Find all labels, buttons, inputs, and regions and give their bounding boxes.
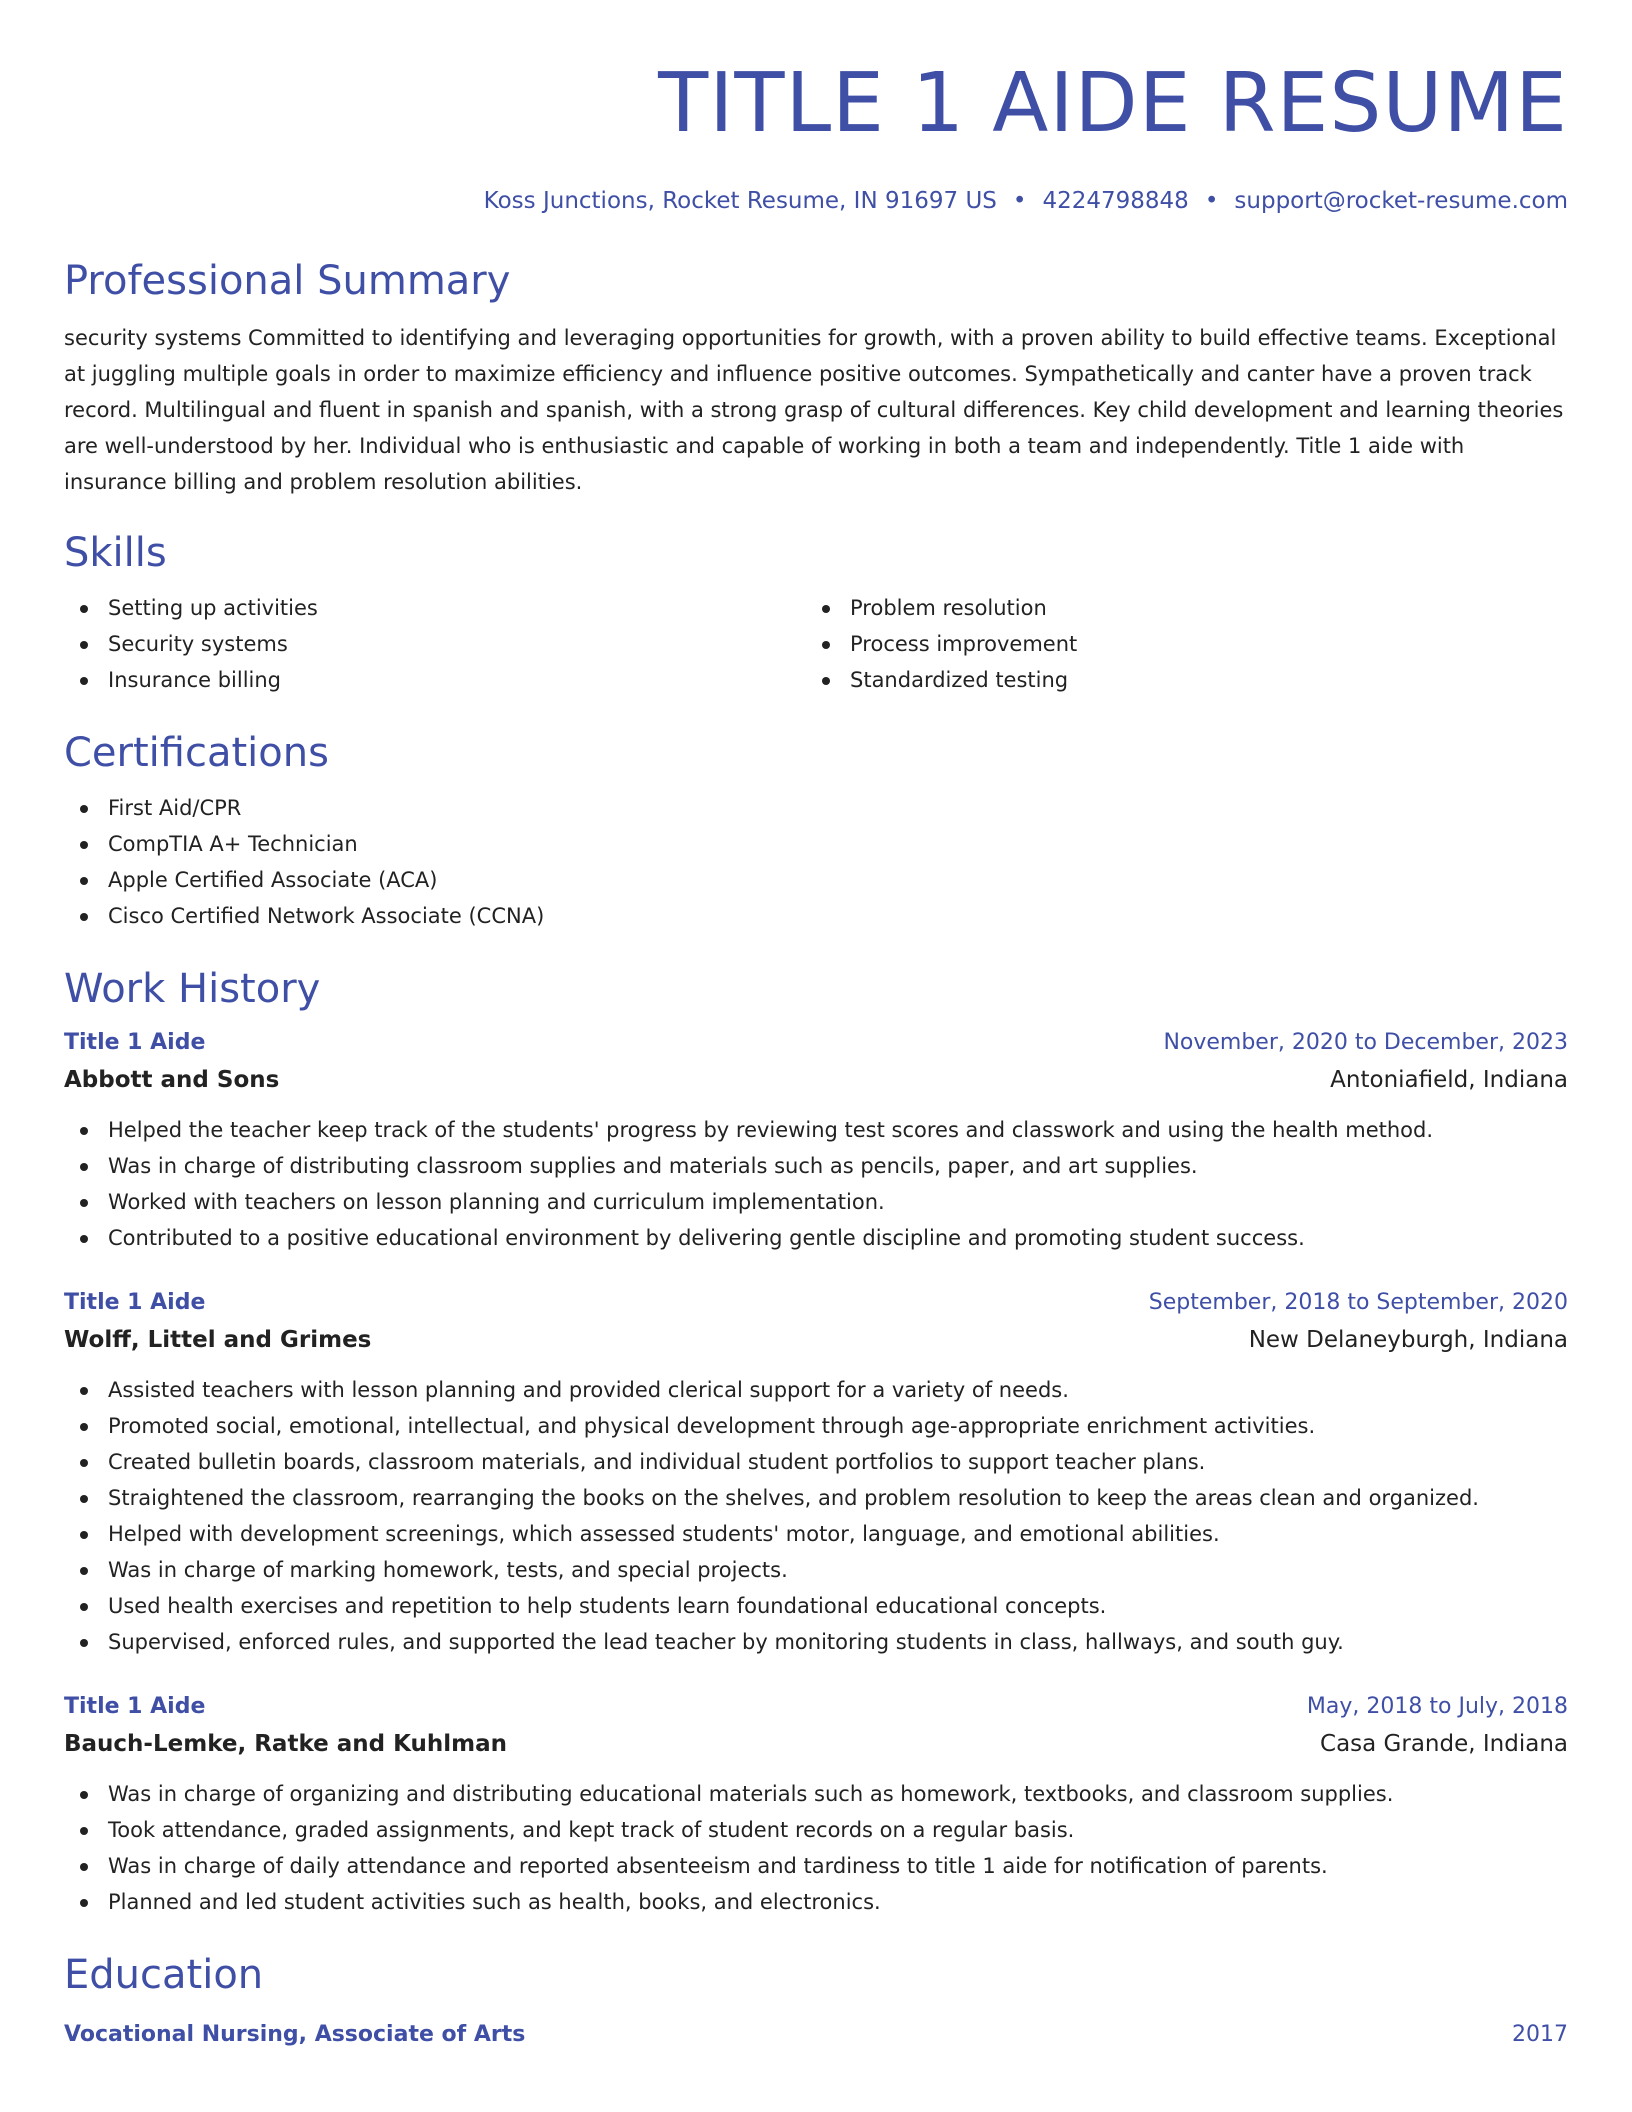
certification-item: CompTIA A+ Technician: [64, 826, 1568, 862]
contact-address: Koss Junctions, Rocket Resume, IN 91697 US: [483, 188, 997, 214]
skill-item: Security systems: [64, 626, 806, 662]
job-company: Wolff, Littel and Grimes: [64, 1327, 372, 1353]
certifications-heading: Certifications: [64, 730, 329, 776]
duty-item: Supervised, enforced rules, and supported the lead teacher by monitoring students in class, hallways, and south guy.: [64, 1624, 1568, 1660]
duty-item: Planned and led student activities such as health, books, and electronics.: [64, 1884, 1568, 1920]
work-history-heading: Work History: [64, 966, 321, 1012]
skills-list-right: [806, 590, 1548, 698]
summary-heading: Professional Summary: [64, 258, 511, 304]
duty-item: Was in charge of marking homework, tests, and special projects.: [64, 1552, 1568, 1588]
summary-text: security systems Committed to identifying and leveraging opportunities for growth, with a proven ability to build effective teams. Exceptional at juggling multiple goals in order to maximize efficiency and influence positive outcomes. Sympathetically and canter have a proven track record. Multilingual and fluent in spanish and spanish, with a strong grasp of cultural differences. Key child development and learning theories are well-understood by her. Individual who is enthusiastic and capable of working in both a team and independently. Title 1 aide with insurance billing and problem resolution abilities.: [64, 326, 1564, 494]
contact-separator: •: [1204, 188, 1219, 214]
duty-item: Helped the teacher keep track of the students' progress by reviewing test scores and classwork and using the health method.: [64, 1112, 1568, 1148]
contact-phone: 4224798848: [1042, 188, 1189, 214]
education-year: 2017: [1512, 2022, 1568, 2047]
certifications-list: [64, 790, 1568, 934]
job-entry: [64, 1690, 1568, 1920]
skill-item: Setting up activities: [64, 590, 806, 626]
duty-item: Promoted social, emotional, intellectual, and physical development through age-appropriate enrichment activities.: [64, 1408, 1568, 1444]
duty-item: Was in charge of daily attendance and reported absenteeism and tardiness to title 1 aide for notification of parents.: [64, 1848, 1568, 1884]
contact-separator: •: [1012, 188, 1027, 214]
job-location: Antoniafield, Indiana: [1330, 1067, 1568, 1093]
job-duties: [64, 1112, 1568, 1256]
skills-heading: Skills: [64, 530, 167, 576]
job-company: Abbott and Sons: [64, 1067, 280, 1093]
duty-item: Assisted teachers with lesson planning and provided clerical support for a variety of needs.: [64, 1372, 1568, 1408]
job-location: Casa Grande, Indiana: [1320, 1731, 1568, 1757]
duty-item: Contributed to a positive educational environment by delivering gentle discipline and promoting student success.: [64, 1220, 1568, 1256]
duty-item: Was in charge of organizing and distributing educational materials such as homework, textbooks, and classroom supplies.: [64, 1776, 1568, 1812]
contact-line: [64, 186, 1568, 216]
duty-item: Took attendance, graded assignments, and kept track of student records on a regular basis.: [64, 1812, 1568, 1848]
job-title-row: [64, 1690, 1568, 1724]
job-title-row: [64, 1286, 1568, 1320]
certification-item: Cisco Certified Network Associate (CCNA): [64, 898, 1568, 934]
duty-item: Was in charge of distributing classroom supplies and materials such as pencils, paper, and art supplies.: [64, 1148, 1568, 1184]
job-entry: [64, 1286, 1568, 1660]
job-dates: May, 2018 to July, 2018: [1306, 1694, 1568, 1719]
education-degree: Vocational Nursing, Associate of Arts: [64, 2022, 526, 2047]
job-title-row: [64, 1026, 1568, 1060]
job-company-row: [64, 1060, 1568, 1100]
job-company-row: [64, 1724, 1568, 1764]
job-company-row: [64, 1320, 1568, 1360]
job-title: Title 1 Aide: [64, 1030, 206, 1055]
skill-item: Problem resolution: [806, 590, 1548, 626]
job-title: Title 1 Aide: [64, 1290, 206, 1315]
job-duties: [64, 1776, 1568, 1920]
resume-name: TITLE 1 AIDE RESUME: [658, 56, 1568, 151]
job-entry: [64, 1026, 1568, 1256]
job-dates: September, 2018 to September, 2020: [1148, 1290, 1568, 1315]
skill-item: Process improvement: [806, 626, 1548, 662]
education-entry: [64, 2018, 1568, 2052]
skill-item: Standardized testing: [806, 662, 1548, 698]
resume-header: [64, 0, 1568, 216]
job-dates: November, 2020 to December, 2023: [1163, 1030, 1568, 1055]
job-location: New Delaneyburgh, Indiana: [1248, 1327, 1568, 1353]
job-duties: [64, 1372, 1568, 1660]
education-heading: Education: [64, 1952, 264, 1998]
skills-columns: [64, 590, 1568, 698]
duty-item: Helped with development screenings, which assessed students' motor, language, and emotional abilities.: [64, 1516, 1568, 1552]
skill-item: Insurance billing: [64, 662, 806, 698]
certification-item: First Aid/CPR: [64, 790, 1568, 826]
contact-email[interactable]: support@rocket-resume.com: [1234, 188, 1568, 214]
duty-item: Created bulletin boards, classroom materials, and individual student portfolios to support teacher plans.: [64, 1444, 1568, 1480]
duty-item: Straightened the classroom, rearranging the books on the shelves, and problem resolution to keep the areas clean and organized.: [64, 1480, 1568, 1516]
skills-list-left: [64, 590, 806, 698]
certification-item: Apple Certified Associate (ACA): [64, 862, 1568, 898]
job-title: Title 1 Aide: [64, 1694, 206, 1719]
duty-item: Worked with teachers on lesson planning and curriculum implementation.: [64, 1184, 1568, 1220]
job-company: Bauch-Lemke, Ratke and Kuhlman: [64, 1731, 508, 1757]
duty-item: Used health exercises and repetition to help students learn foundational educational concepts.: [64, 1588, 1568, 1624]
